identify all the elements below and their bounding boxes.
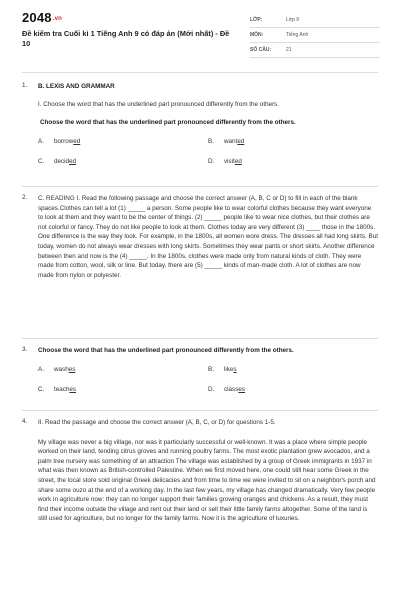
meta-label: SỐ CÂU: — [250, 47, 272, 53]
meta-value: Lớp 9 — [286, 17, 300, 23]
option-c[interactable] — [38, 384, 208, 396]
question-number: 4. — [22, 418, 28, 425]
divider — [22, 338, 378, 339]
option-letter: A. — [38, 137, 44, 145]
option-stem: class — [224, 385, 239, 393]
option-letter: A. — [38, 365, 44, 373]
option-underlined: es — [69, 385, 77, 393]
divider — [22, 72, 378, 73]
option-b[interactable] — [208, 364, 378, 376]
meta-row-class — [250, 13, 380, 28]
site-logo[interactable] — [22, 10, 62, 25]
question-body — [38, 82, 378, 168]
question-3 — [22, 346, 378, 396]
option-underlined: ed — [73, 137, 81, 145]
question-number: 3. — [22, 346, 28, 353]
logo-suffix: .vn — [52, 16, 63, 22]
option-underlined: ed — [69, 157, 77, 165]
divider — [22, 186, 378, 187]
option-underlined: es — [68, 365, 76, 373]
option-d[interactable] — [208, 156, 378, 168]
option-stem: wash — [54, 365, 69, 373]
option-underlined: es — [238, 385, 246, 393]
logo-text: 2048 — [22, 10, 52, 25]
answer-options — [38, 364, 378, 396]
option-letter: B. — [208, 365, 214, 373]
answer-options — [38, 136, 378, 168]
meta-label: MÔN: — [250, 32, 264, 38]
section-heading: B. LEXIS AND GRAMMAR — [38, 83, 115, 90]
question-instruction: I. Choose the word that has the underlined part pronounced differently from the others. — [38, 100, 280, 108]
reading-passage: My village was never a big village, nor was it particularly successful or well-known. It was a place where simple people worked on their land, tending citrus groves and running poultry farms. The most exotic plantation grew avocados, and a palm tree nursery was something of an attraction The village was established by a group of Greek immigrants in 1937 in what was then known as British-controlled Palestine. When we first moved here, one could still hear some Greek in the street, the local store sold original Greek delicacies and from time to time we were invited to sit on a neighbor's porch and share some ouzo at the end of a working day. In the last few years, my village has changed dramatically. Very few people work in agriculture now: they can no longer support their families growing oranges and chickens. As a result, they must find their income outside the village and rent out their land or sell their little family farms altogether. Some of the land is still used for agriculture, but no longer for the family farms. Now it is the agriculture of luxuries. — [38, 438, 376, 523]
option-d[interactable] — [208, 384, 378, 396]
option-stem: teach — [54, 385, 70, 393]
option-a[interactable] — [38, 136, 208, 148]
question-prompt: Choose the word that has the underlined part pronounced differently from the others. — [40, 119, 296, 127]
option-underlined: ed — [237, 137, 245, 145]
divider — [22, 410, 378, 411]
exam-title: Đề kiểm tra Cuối kì 1 Tiếng Anh 9 có đáp án (Mới nhất) - Đề 10 — [22, 29, 230, 48]
option-underlined: s — [233, 365, 237, 373]
option-letter: D. — [208, 385, 215, 393]
option-letter: D. — [208, 157, 215, 165]
meta-value: Tiếng Anh — [286, 32, 309, 38]
option-stem: want — [224, 137, 238, 145]
exam-meta — [250, 13, 380, 58]
question-2 — [22, 194, 378, 280]
question-body — [38, 418, 378, 524]
option-letter: C. — [38, 157, 45, 165]
reading-passage: C. READING I. Read the following passage and choose the correct answer (A, B, C or D) to fill in each of the blank spaces.Clothes can tell a lot (1) _____ a person. Some people like to wear colorful clothes because they want everyone to look at them and they want to be the center of things. (2) _____ people like to wear nice clothes, but their clothes are not colorful or fancy. They do not like people to look at them. Clothes today are very different (3) ____ those in the 1800s. One difference is the way they look. For example, in the 1800s, all women wore dress. The dresses all had long skirts. But today, women do not always wear dresses with long skirts. Sometimes they wear pants or short skirts. Another difference between then and now is the (4) _____. In the 1800s, clothes were made only from natural kinds of cloth. They were made from cotton, wool, silk or line. But today, there are (5) _____ kinds of man-made cloth. A lot of clothes are now made from nylon or polyester. — [38, 195, 378, 279]
option-stem: visit — [224, 157, 235, 165]
meta-row-count — [250, 43, 380, 58]
option-stem: decid — [54, 157, 70, 165]
option-underlined: ed — [234, 157, 242, 165]
option-a[interactable] — [38, 364, 208, 376]
question-1 — [22, 82, 378, 168]
question-prompt: Choose the word that has the underlined part pronounced differently from the others. — [38, 347, 294, 354]
option-letter: B. — [208, 137, 214, 145]
question-body — [38, 194, 378, 280]
page-header — [0, 0, 400, 62]
question-4 — [22, 418, 378, 524]
meta-row-subject — [250, 28, 380, 43]
option-letter: C. — [38, 385, 45, 393]
option-c[interactable] — [38, 156, 208, 168]
question-body — [38, 346, 378, 396]
question-number: 2. — [22, 194, 28, 201]
question-instruction: II. Read the passage and choose the correct answer (A, B, C, or D) for questions 1-5. — [38, 419, 276, 426]
option-stem: borrow — [54, 137, 74, 145]
meta-label: LỚP: — [250, 17, 263, 23]
question-number: 1. — [22, 82, 28, 89]
option-b[interactable] — [208, 136, 378, 148]
option-stem: like — [224, 365, 234, 373]
meta-value: 21 — [286, 47, 292, 53]
